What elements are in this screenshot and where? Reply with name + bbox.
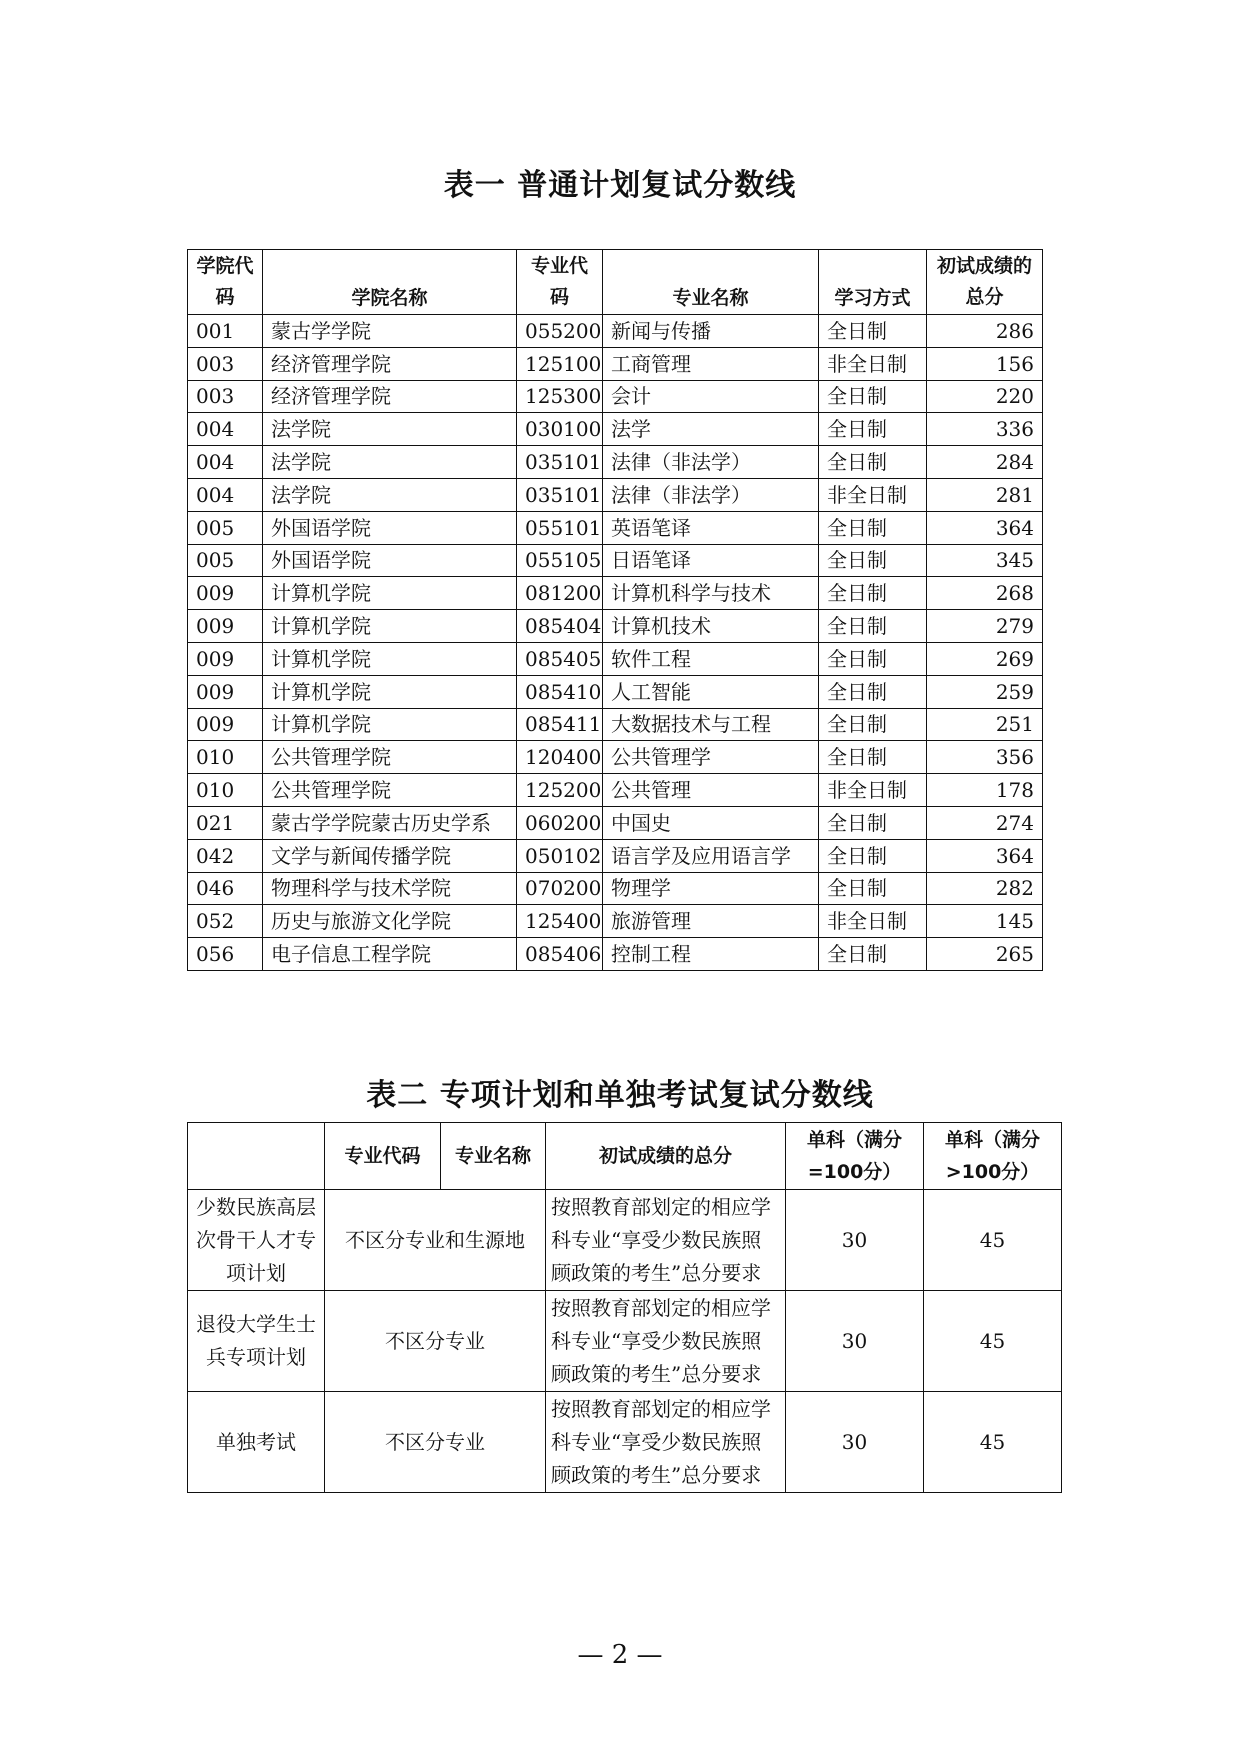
header-total-score: 初试成绩的总分 bbox=[927, 250, 1043, 315]
cell-scope: 不区分专业 bbox=[325, 1291, 546, 1392]
cell-study-mode: 非全日制 bbox=[819, 478, 927, 511]
cell-plan: 单独考试 bbox=[188, 1392, 325, 1493]
table-row bbox=[188, 938, 1043, 971]
cell-college-name: 经济管理学院 bbox=[263, 380, 517, 413]
cell-score: 156 bbox=[927, 347, 1043, 380]
cell-study-mode: 非全日制 bbox=[819, 347, 927, 380]
table-row bbox=[188, 774, 1043, 807]
cell-study-mode: 非全日制 bbox=[819, 905, 927, 938]
cell-major-name: 计算机技术 bbox=[603, 610, 819, 643]
cell-college-code: 009 bbox=[188, 708, 263, 741]
cell-major-code: 125300 bbox=[517, 380, 603, 413]
cell-major-code: 085404 bbox=[517, 610, 603, 643]
cell-college-code: 042 bbox=[188, 839, 263, 872]
table-row bbox=[188, 806, 1043, 839]
cell-college-name: 计算机学院 bbox=[263, 642, 517, 675]
cell-plan: 退役大学生士兵专项计划 bbox=[188, 1291, 325, 1392]
cell-major-name: 法律（非法学） bbox=[603, 446, 819, 479]
cell-college-name: 计算机学院 bbox=[263, 708, 517, 741]
table-row bbox=[188, 347, 1043, 380]
cell-major-code: 125100 bbox=[517, 347, 603, 380]
cell-college-code: 021 bbox=[188, 806, 263, 839]
table1-header-row bbox=[188, 250, 1043, 315]
cell-score: 336 bbox=[927, 413, 1043, 446]
cell-score: 251 bbox=[927, 708, 1043, 741]
cell-college-name: 历史与旅游文化学院 bbox=[263, 905, 517, 938]
cell-major-code: 050102 bbox=[517, 839, 603, 872]
table-row bbox=[188, 642, 1043, 675]
cell-requirement: 按照教育部划定的相应学科专业“享受少数民族照顾政策的考生”总分要求 bbox=[546, 1190, 786, 1291]
cell-score: 345 bbox=[927, 544, 1043, 577]
cell-major-code: 035101 bbox=[517, 478, 603, 511]
header-major-code: 专业代码 bbox=[517, 250, 603, 315]
table-row bbox=[188, 708, 1043, 741]
table-row bbox=[188, 446, 1043, 479]
table1-normal-plan bbox=[187, 249, 1043, 971]
cell-major-code: 081200 bbox=[517, 577, 603, 610]
cell-study-mode: 全日制 bbox=[819, 446, 927, 479]
cell-score: 220 bbox=[927, 380, 1043, 413]
cell-college-name: 外国语学院 bbox=[263, 511, 517, 544]
cell-study-mode: 全日制 bbox=[819, 610, 927, 643]
cell-single-over-100: 45 bbox=[924, 1291, 1062, 1392]
table-row bbox=[188, 511, 1043, 544]
table1-body bbox=[188, 315, 1043, 971]
cell-score: 286 bbox=[927, 315, 1043, 348]
cell-major-name: 工商管理 bbox=[603, 347, 819, 380]
cell-college-code: 005 bbox=[188, 511, 263, 544]
cell-study-mode: 全日制 bbox=[819, 806, 927, 839]
cell-major-name: 公共管理 bbox=[603, 774, 819, 807]
cell-single-100: 30 bbox=[786, 1190, 924, 1291]
cell-college-name: 蒙古学学院蒙古历史学系 bbox=[263, 806, 517, 839]
cell-college-code: 005 bbox=[188, 544, 263, 577]
cell-score: 364 bbox=[927, 839, 1043, 872]
table-row bbox=[188, 544, 1043, 577]
cell-major-name: 公共管理学 bbox=[603, 741, 819, 774]
table-row bbox=[188, 1190, 1062, 1291]
header-single-over-100: 单科（满分>100分） bbox=[924, 1123, 1062, 1190]
table2-header-row bbox=[188, 1123, 1062, 1190]
cell-college-code: 003 bbox=[188, 347, 263, 380]
header-study-mode: 学习方式 bbox=[819, 250, 927, 315]
cell-study-mode: 全日制 bbox=[819, 708, 927, 741]
cell-study-mode: 全日制 bbox=[819, 642, 927, 675]
cell-major-name: 控制工程 bbox=[603, 938, 819, 971]
cell-single-100: 30 bbox=[786, 1392, 924, 1493]
cell-major-name: 会计 bbox=[603, 380, 819, 413]
cell-college-name: 法学院 bbox=[263, 446, 517, 479]
table-row bbox=[188, 1291, 1062, 1392]
table-row bbox=[188, 872, 1043, 905]
header-major-name: 专业名称 bbox=[441, 1123, 546, 1190]
cell-college-code: 004 bbox=[188, 413, 263, 446]
table2-body bbox=[188, 1190, 1062, 1493]
cell-college-code: 009 bbox=[188, 642, 263, 675]
cell-college-name: 计算机学院 bbox=[263, 577, 517, 610]
table-row bbox=[188, 905, 1043, 938]
cell-college-name: 公共管理学院 bbox=[263, 774, 517, 807]
cell-study-mode: 非全日制 bbox=[819, 774, 927, 807]
cell-college-code: 009 bbox=[188, 675, 263, 708]
cell-college-code: 010 bbox=[188, 741, 263, 774]
cell-single-100: 30 bbox=[786, 1291, 924, 1392]
cell-study-mode: 全日制 bbox=[819, 413, 927, 446]
cell-college-code: 046 bbox=[188, 872, 263, 905]
cell-score: 284 bbox=[927, 446, 1043, 479]
cell-college-name: 外国语学院 bbox=[263, 544, 517, 577]
cell-major-code: 085405 bbox=[517, 642, 603, 675]
cell-college-name: 蒙古学学院 bbox=[263, 315, 517, 348]
cell-major-name: 旅游管理 bbox=[603, 905, 819, 938]
header-total-score: 初试成绩的总分 bbox=[546, 1123, 786, 1190]
cell-college-name: 物理科学与技术学院 bbox=[263, 872, 517, 905]
table-row bbox=[188, 478, 1043, 511]
cell-score: 268 bbox=[927, 577, 1043, 610]
cell-major-code: 125200 bbox=[517, 774, 603, 807]
cell-major-name: 软件工程 bbox=[603, 642, 819, 675]
cell-college-code: 003 bbox=[188, 380, 263, 413]
table-row bbox=[188, 1392, 1062, 1493]
cell-single-over-100: 45 bbox=[924, 1190, 1062, 1291]
cell-score: 364 bbox=[927, 511, 1043, 544]
cell-major-code: 070200 bbox=[517, 872, 603, 905]
header-major-name: 专业名称 bbox=[603, 250, 819, 315]
header-blank bbox=[188, 1123, 325, 1190]
cell-major-code: 035101 bbox=[517, 446, 603, 479]
cell-college-name: 法学院 bbox=[263, 478, 517, 511]
cell-college-name: 公共管理学院 bbox=[263, 741, 517, 774]
table2-title: 表二 专项计划和单独考试复试分数线 bbox=[366, 1078, 874, 1113]
cell-college-name: 经济管理学院 bbox=[263, 347, 517, 380]
cell-college-name: 计算机学院 bbox=[263, 610, 517, 643]
cell-major-name: 英语笔译 bbox=[603, 511, 819, 544]
cell-college-name: 法学院 bbox=[263, 413, 517, 446]
cell-score: 178 bbox=[927, 774, 1043, 807]
cell-major-name: 人工智能 bbox=[603, 675, 819, 708]
page-number: — 2 — bbox=[577, 1640, 663, 1670]
cell-major-code: 055105 bbox=[517, 544, 603, 577]
table-row bbox=[188, 610, 1043, 643]
table2-special-plan bbox=[187, 1122, 1062, 1493]
cell-study-mode: 全日制 bbox=[819, 544, 927, 577]
cell-study-mode: 全日制 bbox=[819, 577, 927, 610]
table-row bbox=[188, 577, 1043, 610]
cell-college-code: 010 bbox=[188, 774, 263, 807]
cell-single-over-100: 45 bbox=[924, 1392, 1062, 1493]
cell-score: 274 bbox=[927, 806, 1043, 839]
cell-major-code: 085406 bbox=[517, 938, 603, 971]
header-major-code: 专业代码 bbox=[325, 1123, 441, 1190]
cell-college-code: 004 bbox=[188, 446, 263, 479]
cell-score: 145 bbox=[927, 905, 1043, 938]
cell-college-name: 文学与新闻传播学院 bbox=[263, 839, 517, 872]
cell-major-name: 法学 bbox=[603, 413, 819, 446]
cell-major-code: 085411 bbox=[517, 708, 603, 741]
cell-college-name: 计算机学院 bbox=[263, 675, 517, 708]
cell-study-mode: 全日制 bbox=[819, 839, 927, 872]
cell-major-name: 日语笔译 bbox=[603, 544, 819, 577]
cell-study-mode: 全日制 bbox=[819, 938, 927, 971]
cell-college-name: 电子信息工程学院 bbox=[263, 938, 517, 971]
cell-college-code: 001 bbox=[188, 315, 263, 348]
cell-major-code: 055200 bbox=[517, 315, 603, 348]
cell-major-name: 计算机科学与技术 bbox=[603, 577, 819, 610]
cell-study-mode: 全日制 bbox=[819, 872, 927, 905]
cell-requirement: 按照教育部划定的相应学科专业“享受少数民族照顾政策的考生”总分要求 bbox=[546, 1392, 786, 1493]
cell-college-code: 009 bbox=[188, 610, 263, 643]
header-college-name: 学院名称 bbox=[263, 250, 517, 315]
cell-score: 279 bbox=[927, 610, 1043, 643]
table-row bbox=[188, 741, 1043, 774]
cell-major-code: 030100 bbox=[517, 413, 603, 446]
table-row bbox=[188, 675, 1043, 708]
cell-major-name: 新闻与传播 bbox=[603, 315, 819, 348]
cell-score: 265 bbox=[927, 938, 1043, 971]
cell-study-mode: 全日制 bbox=[819, 315, 927, 348]
cell-major-code: 120400 bbox=[517, 741, 603, 774]
cell-score: 259 bbox=[927, 675, 1043, 708]
cell-score: 282 bbox=[927, 872, 1043, 905]
cell-major-name: 语言学及应用语言学 bbox=[603, 839, 819, 872]
cell-college-code: 004 bbox=[188, 478, 263, 511]
table-row bbox=[188, 315, 1043, 348]
cell-major-name: 法律（非法学） bbox=[603, 478, 819, 511]
table-row bbox=[188, 839, 1043, 872]
cell-major-name: 物理学 bbox=[603, 872, 819, 905]
cell-college-code: 052 bbox=[188, 905, 263, 938]
cell-college-code: 009 bbox=[188, 577, 263, 610]
cell-major-code: 085410 bbox=[517, 675, 603, 708]
cell-scope: 不区分专业 bbox=[325, 1392, 546, 1493]
cell-major-name: 大数据技术与工程 bbox=[603, 708, 819, 741]
cell-study-mode: 全日制 bbox=[819, 675, 927, 708]
cell-score: 356 bbox=[927, 741, 1043, 774]
cell-requirement: 按照教育部划定的相应学科专业“享受少数民族照顾政策的考生”总分要求 bbox=[546, 1291, 786, 1392]
table1-title: 表一 普通计划复试分数线 bbox=[443, 168, 797, 203]
header-single-100: 单科（满分=100分） bbox=[786, 1123, 924, 1190]
cell-scope: 不区分专业和生源地 bbox=[325, 1190, 546, 1291]
cell-major-code: 060200 bbox=[517, 806, 603, 839]
cell-score: 281 bbox=[927, 478, 1043, 511]
cell-study-mode: 全日制 bbox=[819, 380, 927, 413]
header-college-code: 学院代码 bbox=[188, 250, 263, 315]
cell-major-name: 中国史 bbox=[603, 806, 819, 839]
cell-score: 269 bbox=[927, 642, 1043, 675]
cell-major-code: 055101 bbox=[517, 511, 603, 544]
table-row bbox=[188, 413, 1043, 446]
cell-major-code: 125400 bbox=[517, 905, 603, 938]
cell-study-mode: 全日制 bbox=[819, 511, 927, 544]
cell-study-mode: 全日制 bbox=[819, 741, 927, 774]
table-row bbox=[188, 380, 1043, 413]
cell-college-code: 056 bbox=[188, 938, 263, 971]
cell-plan: 少数民族高层次骨干人才专项计划 bbox=[188, 1190, 325, 1291]
